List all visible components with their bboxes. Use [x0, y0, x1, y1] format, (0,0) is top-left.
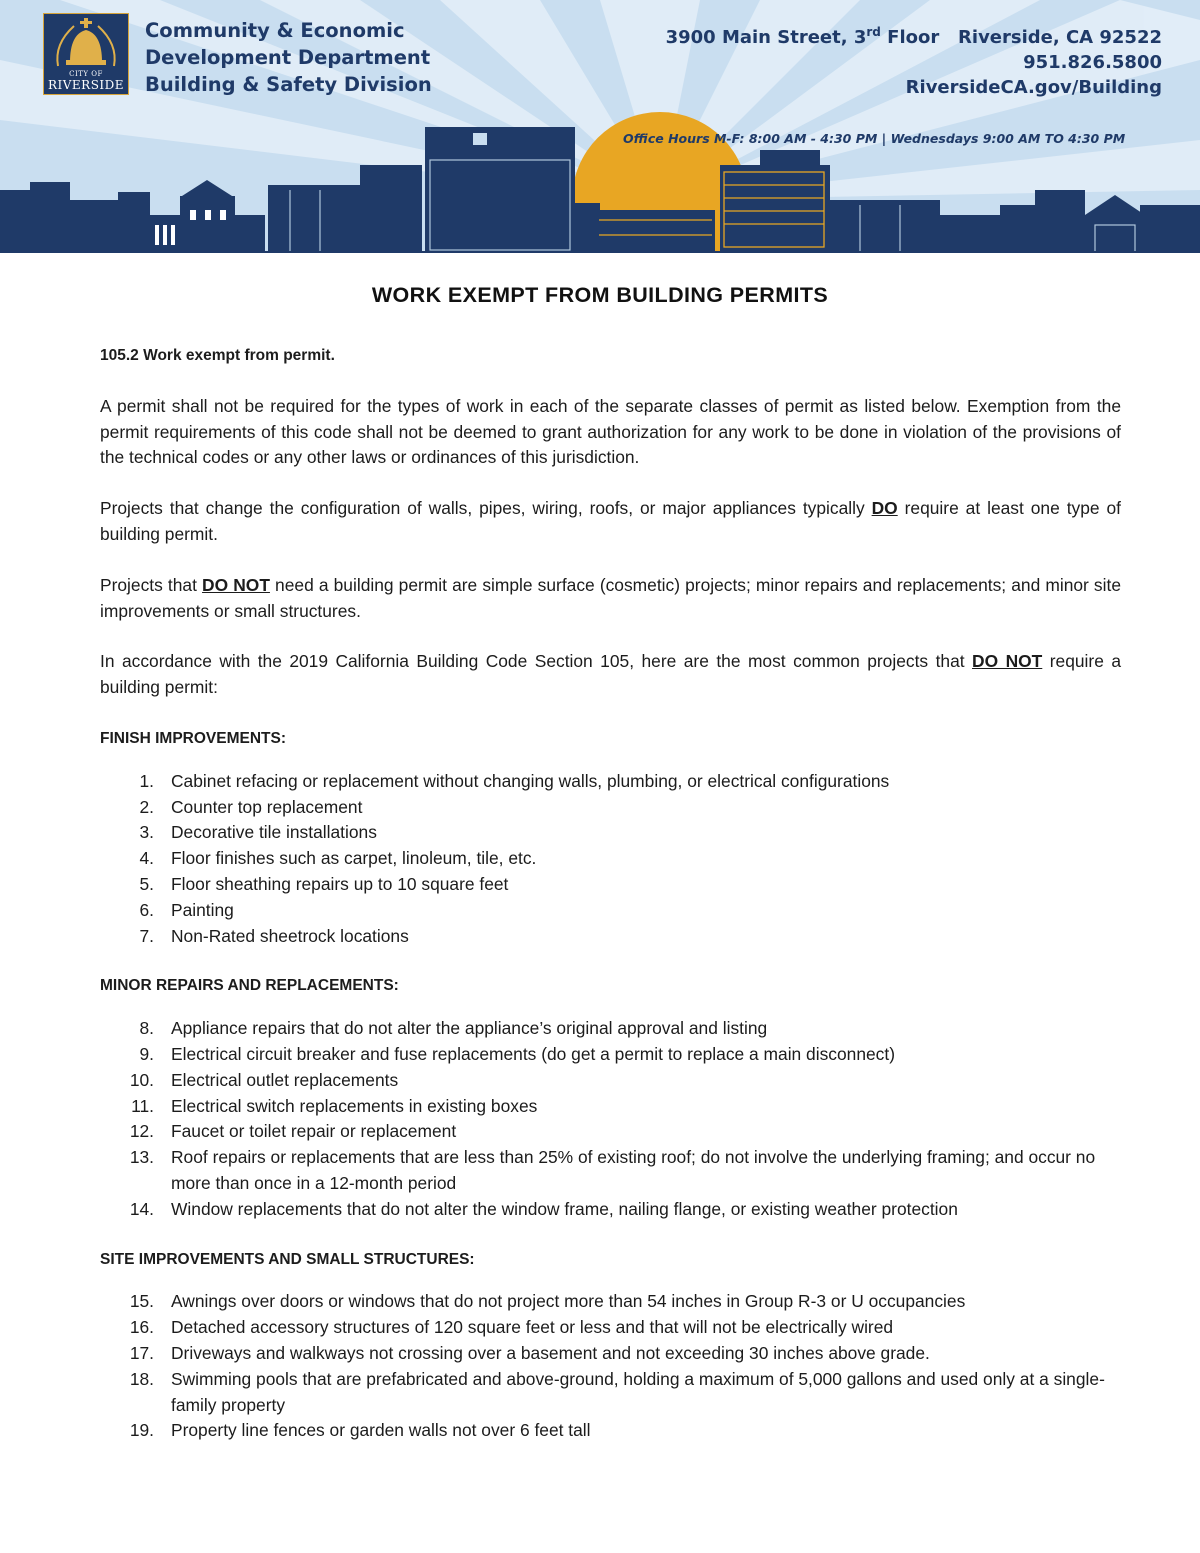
- city-logo: [43, 13, 129, 95]
- item-text: Electrical outlet replacements: [171, 1069, 399, 1090]
- item-number: 19.: [129, 1420, 154, 1441]
- item-number: 11.: [131, 1095, 154, 1116]
- list-item: [100, 1289, 1121, 1315]
- item-text: Electrical circuit breaker and fuse replacements (do get a permit to replace a main disconnect): [171, 1043, 895, 1064]
- do-require-paragraph: [100, 496, 1121, 548]
- list-item: [100, 1341, 1121, 1367]
- para4-before: In accordance with the 2019 California Building Code Section 105, here are the most common projects that: [100, 651, 973, 672]
- item-number: 14.: [129, 1198, 154, 1219]
- list-item: [100, 1016, 1121, 1042]
- page-title: WORK EXEMPT FROM BUILDING PERMITS: [371, 283, 829, 307]
- finish-improvements-list: [100, 769, 1121, 950]
- para3-before: Projects that: [100, 574, 203, 595]
- item-text: Decorative tile installations: [171, 822, 377, 843]
- item-text: Driveways and walkways not crossing over a basement and not exceeding 30 inches above grade.: [171, 1342, 930, 1363]
- accordance-paragraph: [100, 649, 1121, 701]
- para2-after: require at least one type of building permit.: [100, 498, 1121, 544]
- item-number: 4.: [139, 848, 154, 869]
- item-number: 17.: [129, 1342, 154, 1363]
- item-text: Property line fences or garden walls not over 6 feet tall: [171, 1420, 591, 1441]
- department-line-2: Development Department: [145, 46, 431, 69]
- list-item: [100, 1119, 1121, 1145]
- list-item: [100, 1197, 1121, 1223]
- office-hours: Office Hours M-F: 8:00 AM - 4:30 PM | Wednesdays 9:00 AM TO 4:30 PM: [623, 131, 1126, 146]
- item-number: 18.: [129, 1368, 154, 1389]
- address-city: Floor Riverside, CA 92522: [880, 27, 1162, 48]
- header-banner: [0, 0, 1200, 253]
- item-text: Roof repairs or replacements that are less than 25% of existing roof; do not involve the underlying framing; and occur no more than once in a 12-month period: [171, 1147, 1096, 1193]
- list-item: [100, 769, 1121, 795]
- site-improvements-list: [100, 1289, 1121, 1444]
- item-text: Floor finishes such as carpet, linoleum, tile, etc.: [171, 848, 537, 869]
- address-street: 3900 Main Street, 3: [665, 27, 867, 48]
- logo-city-text: RIVERSIDE: [47, 78, 125, 92]
- minor-repairs-list: [100, 1016, 1121, 1222]
- item-number: 5.: [139, 873, 154, 894]
- item-number: 7.: [139, 925, 154, 946]
- item-number: 16.: [129, 1317, 154, 1338]
- item-text: Faucet or toilet repair or replacement: [171, 1121, 457, 1142]
- list-item: [100, 1042, 1121, 1068]
- item-number: 6.: [139, 899, 154, 920]
- department-line-1: Community & Economic: [145, 19, 405, 42]
- item-text: Cabinet refacing or replacement without changing walls, plumbing, or electrical configurations: [171, 770, 890, 791]
- item-text: Detached accessory structures of 120 square feet or less and that will not be electrically wired: [171, 1317, 894, 1338]
- list-item: [100, 820, 1121, 846]
- item-text: Counter top replacement: [171, 796, 363, 817]
- division-line: Building & Safety Division: [145, 73, 432, 96]
- document-body: [100, 343, 1121, 1444]
- item-number: 2.: [139, 796, 154, 817]
- list-item: [100, 795, 1121, 821]
- item-text: Painting: [171, 899, 234, 920]
- item-number: 8.: [139, 1018, 154, 1039]
- list-item: [100, 846, 1121, 872]
- para3-after: need a building permit are simple surface (cosmetic) projects; minor repairs and replacements; and minor site improvements or small structures.: [100, 574, 1121, 621]
- address: [666, 20, 1162, 50]
- section-heading-minor-repairs: MINOR REPAIRS AND REPLACEMENTS:: [100, 977, 399, 995]
- para4-emphasis: DO NOT: [972, 651, 1043, 672]
- item-number: 10.: [129, 1069, 154, 1090]
- item-text: Window replacements that do not alter the window frame, nailing flange, or existing weather protection: [171, 1198, 958, 1219]
- para2-emphasis: DO: [871, 498, 898, 519]
- list-item: [100, 1068, 1121, 1094]
- item-text: Swimming pools that are prefabricated and above-ground, holding a maximum of 5,000 gallons and used only at a single-family property: [171, 1368, 1105, 1415]
- item-text: Awnings over doors or windows that do not project more than 54 inches in Group R-3 or U occupancies: [171, 1291, 966, 1312]
- item-number: 12.: [129, 1121, 154, 1142]
- list-item: [100, 1315, 1121, 1341]
- para4-after: require a building permit:: [100, 651, 1121, 698]
- list-item: [100, 1145, 1121, 1197]
- item-text: Appliance repairs that do not alter the appliance’s original approval and listing: [171, 1018, 768, 1039]
- item-text: Floor sheathing repairs up to 10 square feet: [171, 873, 509, 894]
- list-item: [100, 1094, 1121, 1120]
- address-ordinal: rd: [866, 25, 881, 39]
- list-item: [100, 924, 1121, 950]
- section-subheading: 105.2 Work exempt from permit.: [100, 347, 335, 364]
- intro-paragraph: A permit shall not be required for the types of work in each of the separate classes of permit as listed below. Exemption from the permit requirements of this code shall not be deemed to grant authorization for any work to be done in violation of the provisions of the technical codes or any other laws or ordinances of this jurisdiction.: [100, 395, 1121, 468]
- item-number: 15.: [129, 1291, 154, 1312]
- bell-icon: [44, 14, 128, 70]
- phone-number: 951.826.5800: [1023, 52, 1162, 73]
- department-name: [145, 17, 432, 98]
- item-text: Non-Rated sheetrock locations: [171, 925, 409, 946]
- website-link[interactable]: RiversideCA.gov/Building: [905, 77, 1162, 98]
- item-number: 13.: [129, 1147, 154, 1168]
- list-item: [100, 898, 1121, 924]
- section-heading-finish: FINISH IMPROVEMENTS:: [100, 729, 287, 747]
- item-number: 1.: [139, 770, 154, 791]
- para2-before: Projects that change the configuration of walls, pipes, wiring, roofs, or major appliances typically: [100, 498, 872, 519]
- contact-info: [666, 20, 1162, 100]
- list-item: [100, 1367, 1121, 1419]
- para3-emphasis: DO NOT: [202, 574, 270, 595]
- item-text: Electrical switch replacements in existing boxes: [171, 1095, 538, 1116]
- logo-small-text: CITY OF: [69, 70, 103, 78]
- item-number: 9.: [139, 1043, 154, 1064]
- item-number: 3.: [139, 822, 154, 843]
- do-not-need-paragraph: [100, 573, 1121, 625]
- list-item: [100, 1418, 1121, 1444]
- list-item: [100, 872, 1121, 898]
- section-heading-site-improvements: SITE IMPROVEMENTS AND SMALL STRUCTURES:: [100, 1250, 475, 1268]
